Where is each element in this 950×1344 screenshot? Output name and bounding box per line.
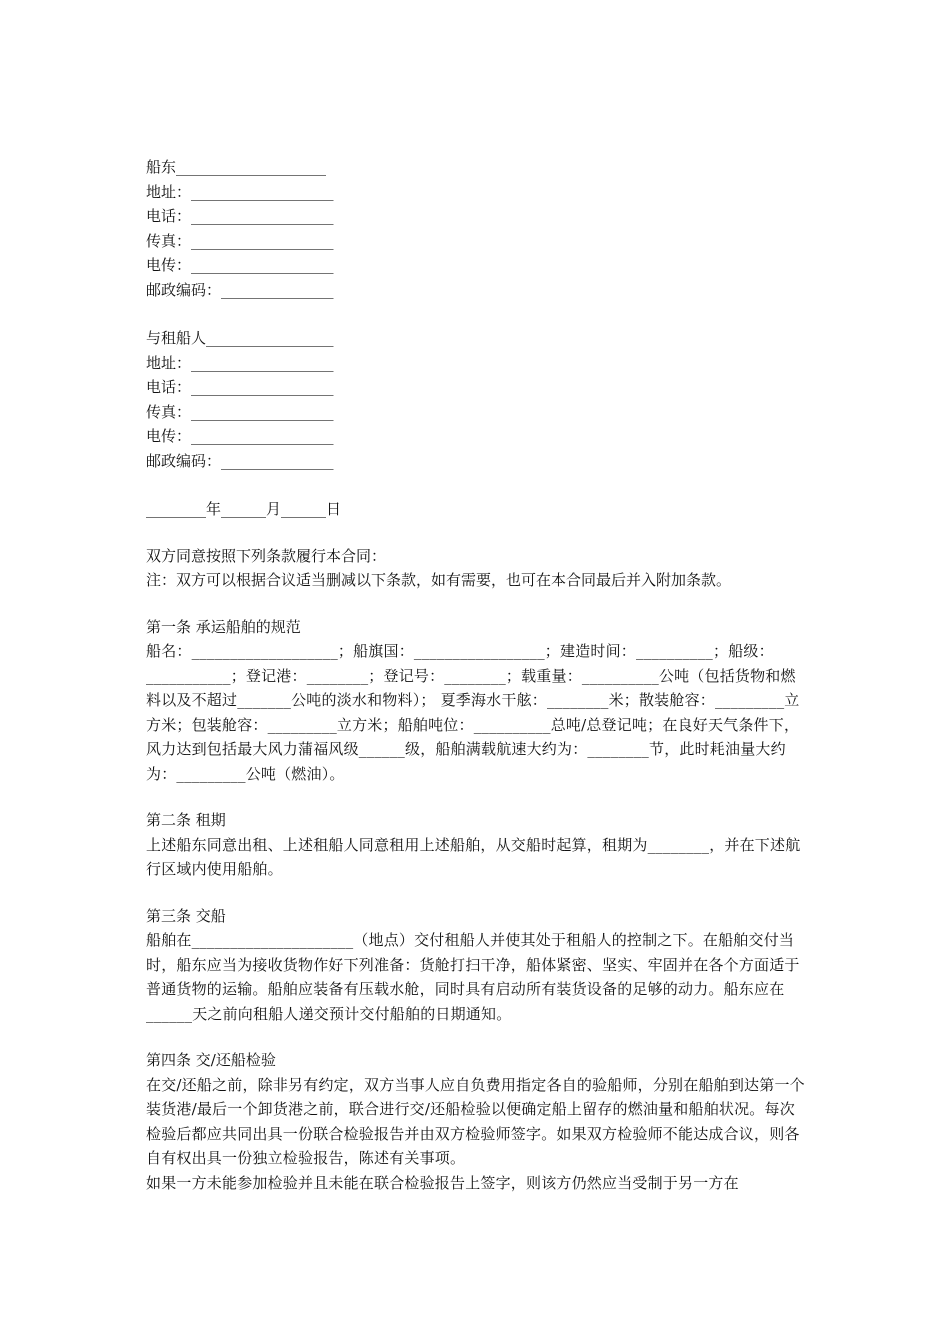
article-heading: 第三条 交船 xyxy=(146,906,226,925)
article-2 xyxy=(146,808,806,882)
shipowner-name: 船东____________________ xyxy=(146,158,327,176)
charterer-telex: 电传：___________________ xyxy=(146,427,334,445)
article-heading: 第一条 承运船舶的规范 xyxy=(146,617,301,636)
charterer-name: 与租船人_________________ xyxy=(146,329,334,347)
intro-agree: 双方同意按照下列条款履行本合同： xyxy=(146,546,387,565)
article-body: 在交/还船之前，除非另有约定，双方当事人应自负费用指定各自的验船师，分别在船舶到达第一个装货港/最后一个卸货港之前，联合进行交/还船检验以便确定船上留存的燃油量和船舶状况。每次检验后都应共同出具一份联合检验报告并由双方检验师签字。如果双方检验师不能达成合议，则各自有权出具一份独立检验报告，陈述有关事项。 xyxy=(146,1075,805,1167)
article-heading: 第四条 交/还船检验 xyxy=(146,1051,276,1069)
intro-note: 注：双方可以根据合议适当删减以下条款，如有需要，也可在本合同最后并入附加条款。 xyxy=(146,571,732,589)
charterer-phone: 电话：___________________ xyxy=(146,378,334,396)
date-line: ________年______月______日 xyxy=(146,500,342,518)
charterer-fax: 传真：___________________ xyxy=(146,402,334,421)
charterer-postcode: 邮政编码：_______________ xyxy=(146,451,334,470)
shipowner-address: 地址：___________________ xyxy=(146,182,334,201)
shipowner-telex: 电传：___________________ xyxy=(146,256,334,274)
charterer-block xyxy=(146,326,806,473)
contract-page xyxy=(146,155,806,1195)
article-1 xyxy=(146,615,806,787)
article-heading: 第二条 租期 xyxy=(146,811,226,829)
charterer-address: 地址：___________________ xyxy=(146,353,334,372)
article-3 xyxy=(146,904,806,1027)
intro-block xyxy=(146,544,806,593)
shipowner-fax: 传真：___________________ xyxy=(146,231,334,250)
article-4 xyxy=(146,1048,806,1195)
article-body: 上述船东同意出租、上述租船人同意租用上述船舶，从交船时起算，租期为________，并在下述航行区域内使用船舶。 xyxy=(146,835,801,878)
shipowner-phone: 电话：___________________ xyxy=(146,207,334,225)
article-body: 船名：___________________；船旗国：_________________；建造时间：__________；船级：___________；登记港：________；登记号：________；载重量：__________公吨（包括货物和燃料以及不超过_______公吨的淡水和物料）； 夏季海水干舷：________米；散装舱容：_________立方米；包装舱容：_________立方米；船舶吨位：__________总吨/总登记吨；在良好天气条件下，风力达到包括最大风力蒲福风级______级，船舶满载航速大约为：________节，此时耗油量大约为：_________公吨（燃油）。 xyxy=(146,642,800,783)
shipowner-postcode: 邮政编码：_______________ xyxy=(146,280,334,299)
article-body-continued: 如果一方未能参加检验并且未能在联合检验报告上签字，则该方仍然应当受制于另一方在 xyxy=(146,1173,739,1192)
shipowner-block xyxy=(146,155,806,302)
article-body: 船舶在_____________________（地点）交付租船人并使其处于租船人的控制之下。在船舶交付当时，船东应当为接收货物作好下列准备：货舱打扫干净，船体紧密、坚实、牢固并在各个方面适于普通货物的运输。船舶应装备有压载水舱，同时具有启动所有装货设备的足够的动力。船东应在______天之前向租船人递交预计交付船舶的日期通知。 xyxy=(146,931,800,1023)
